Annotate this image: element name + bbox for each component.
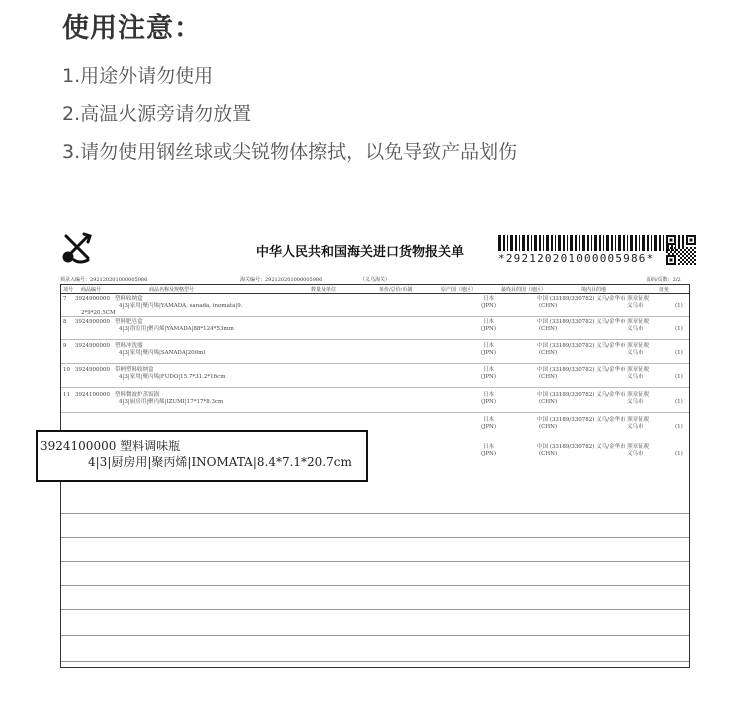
highlighted-item-spec: 4|3|厨房用|聚丙烯|INOMATA|8.4*7.1*20.7cm (88, 455, 352, 469)
qr-module (678, 255, 680, 257)
cell-tax: (1) (675, 326, 683, 332)
cell-no: 9 (63, 343, 67, 349)
column-header: 商品编号 (81, 287, 102, 293)
qr-module (678, 251, 680, 253)
qr-module (694, 255, 696, 257)
qr-module (684, 261, 686, 263)
column-header: 最终目的国（地区） (501, 287, 547, 293)
qr-module (670, 239, 673, 242)
qr-module (688, 249, 690, 251)
qr-module (668, 253, 670, 255)
cell-dest2: 义乌市 (627, 451, 644, 457)
cell-name: 塑料冲洗器 (115, 343, 143, 349)
barcode-bar (594, 235, 597, 251)
qr-module (682, 255, 684, 257)
qr-module (692, 253, 694, 255)
cell-dest2: 义乌市 (627, 350, 644, 356)
barcode-bar (567, 235, 568, 251)
cell-dest2: 义乌市 (627, 303, 644, 309)
barcode-bar (498, 235, 501, 251)
customs-emblem-icon (60, 230, 96, 266)
cell-dest-code: (CHN) (539, 326, 558, 332)
qr-module (678, 235, 680, 237)
qr-module (682, 245, 684, 247)
qr-module (666, 247, 668, 249)
column-header: 原产国（地区） (441, 287, 477, 293)
cell-code: 3924900000 (75, 343, 110, 349)
cell-dest: 中国 (33189/330782) 义乌/金华市 照章征税 (537, 392, 650, 398)
cell-dest: 中国 (33189/330782) 义乌/金华市 照章征税 (537, 296, 650, 302)
qr-module (678, 237, 680, 239)
barcode-bar (659, 235, 661, 251)
cell-dest-code: (CHN) (539, 424, 558, 430)
cell-dest-code: (CHN) (539, 374, 558, 380)
qr-module (678, 259, 680, 261)
barcode-bar (623, 235, 625, 251)
qr-module (682, 239, 684, 241)
qr-module (680, 249, 682, 251)
highlighted-item-box (36, 430, 368, 482)
cell-origin: 日本 (483, 296, 495, 302)
cell-origin-code: (JPN) (481, 451, 497, 457)
cell-dest2: 义乌市 (627, 326, 644, 332)
qr-module (682, 263, 684, 265)
cell-dest-code: (CHN) (539, 451, 558, 457)
cell-tax: (1) (675, 303, 683, 309)
page-indicator: 页码/页数：2/2 (646, 277, 681, 283)
barcode-bar (575, 235, 577, 251)
barcode-bar (519, 235, 520, 251)
qr-module (686, 247, 688, 249)
notice-title: 使用注意： (62, 13, 202, 44)
customs-number: 海关编号：292120201000005986 (240, 277, 323, 283)
customs-office: （义乌海关） (360, 277, 391, 283)
qr-module (670, 251, 672, 253)
empty-row-rule (61, 609, 689, 610)
cell-origin-code: (JPN) (481, 326, 497, 332)
qr-module (674, 251, 676, 253)
qr-module (682, 247, 684, 249)
cell-origin-code: (JPN) (481, 424, 497, 430)
qr-module (688, 261, 690, 263)
barcode-bar (630, 235, 633, 251)
column-header: 单价/总价/币制 (379, 287, 413, 293)
barcode-bar (611, 235, 613, 251)
cell-origin-code: (JPN) (481, 350, 497, 356)
barcode-number: *292120201000005986* (498, 252, 655, 265)
qr-module (682, 251, 684, 253)
cell-dest: 中国 (33189/330782) 义乌/金华市 照章征税 (537, 319, 650, 325)
qr-module (672, 253, 674, 255)
cell-dest: 中国 (33189/330782) 义乌/金华市 照章征税 (537, 343, 650, 349)
qr-module (694, 259, 696, 261)
qr-module (690, 239, 693, 242)
highlighted-item-code-name: 3924100000 塑料调味瓶 (40, 439, 181, 453)
qr-module (692, 261, 694, 263)
cell-spec: 4|3|家用|聚丙烯|SANADA|200ml (119, 350, 206, 356)
cell-origin: 日本 (483, 392, 495, 398)
qr-module (682, 237, 684, 239)
row-divider (61, 363, 689, 364)
cell-spec: 4|3|浴室用|聚丙烯|YAMADA|88*124*53mm (119, 326, 234, 332)
column-header: 商品名称及规格型号 (149, 287, 195, 293)
barcode-bar (606, 235, 609, 251)
row-divider (61, 412, 689, 413)
qr-module (678, 239, 680, 241)
barcode-bar (563, 235, 565, 251)
barcode-bar (531, 235, 532, 251)
barcode-bar (555, 235, 556, 251)
cell-tax: (1) (675, 399, 683, 405)
qr-module (670, 259, 673, 262)
qr-module (680, 261, 682, 263)
barcode-bar (522, 235, 525, 251)
barcode-bar (591, 235, 592, 251)
barcode-bar (534, 235, 537, 251)
table-row (61, 390, 689, 412)
barcode-bar (510, 235, 513, 251)
barcode-bar (527, 235, 529, 251)
cell-no: 7 (63, 296, 67, 302)
empty-row-rule (61, 561, 689, 562)
notice-item: 2.高温火源旁请勿放置 (62, 103, 252, 125)
qr-module (676, 253, 678, 255)
cell-origin-code: (JPN) (481, 399, 497, 405)
qr-module (680, 257, 682, 259)
barcode-bar (654, 235, 657, 251)
cell-code: 3924900000 (75, 367, 110, 373)
barcode-bar (627, 235, 628, 251)
qr-module (690, 255, 692, 257)
table-row (61, 341, 689, 363)
cell-spec: 4|3|家用|聚丙烯|YAMADA, sanada, inomata|9. (119, 303, 243, 309)
cell-tax: (1) (675, 424, 683, 430)
column-header: 数量及单位 (311, 287, 337, 293)
table-row (61, 365, 689, 387)
barcode-bar (603, 235, 604, 251)
row-divider (61, 339, 689, 340)
cell-origin-code: (JPN) (481, 303, 497, 309)
cell-origin-code: (JPN) (481, 374, 497, 380)
barcode-bar (663, 235, 664, 251)
cell-spec: 4|3|厨房用|聚丙烯|IZUMI|17*17*8.3cm (119, 399, 224, 405)
qr-module (690, 247, 692, 249)
qr-module (692, 249, 694, 251)
empty-row-rule (61, 585, 689, 586)
cell-no: 10 (63, 367, 70, 373)
qr-module (690, 251, 692, 253)
qr-module (686, 251, 688, 253)
qr-module (678, 263, 680, 265)
barcode-bar (546, 235, 549, 251)
qr-module (678, 243, 680, 245)
notice-item: 1.用途外请勿使用 (62, 65, 214, 87)
cell-code: 3924900000 (75, 296, 110, 302)
barcode-bar (635, 235, 637, 251)
barcode-bar (647, 235, 649, 251)
qr-module (694, 247, 696, 249)
cell-name: 塑料肥皂盒 (115, 319, 143, 325)
barcode-bar (639, 235, 640, 251)
qr-module (670, 247, 672, 249)
qr-module (686, 255, 688, 257)
barcode-bar (515, 235, 517, 251)
cell-code: 3924100000 (75, 392, 110, 398)
qr-module (666, 251, 668, 253)
notice-item: 3.请勿使用钢丝球或尖锐物体擦拭，以免导致产品划伤 (62, 141, 518, 163)
cell-dest-code: (CHN) (539, 350, 558, 356)
cell-dest: 中国 (33189/330782) 义乌/金华市 照章征税 (537, 367, 650, 373)
qr-module (684, 257, 686, 259)
qr-module (674, 247, 676, 249)
barcode-bar (579, 235, 580, 251)
empty-row-rule (61, 537, 689, 538)
cell-origin: 日本 (483, 417, 495, 423)
qr-module (688, 257, 690, 259)
empty-row-rule (61, 661, 689, 662)
barcode-bar (539, 235, 541, 251)
cell-code: 3924900000 (75, 319, 110, 325)
row-divider (61, 387, 689, 388)
cell-origin: 日本 (483, 444, 495, 450)
qr-module (694, 263, 696, 265)
barcode-bar (642, 235, 645, 251)
cell-origin: 日本 (483, 343, 495, 349)
pre-entry-number: 预录入编号：292120201000005986 (60, 277, 148, 283)
barcode-bar (507, 235, 508, 251)
cell-dest2: 义乌市 (627, 399, 644, 405)
qr-module (680, 253, 682, 255)
qr-module (678, 241, 680, 243)
qr-module (682, 259, 684, 261)
empty-row-rule (61, 635, 689, 636)
cell-tax: (1) (675, 374, 683, 380)
qr-module (690, 259, 692, 261)
qr-module (682, 235, 684, 237)
cell-no: 11 (63, 392, 70, 398)
empty-row-rule (61, 513, 689, 514)
barcode-bar (558, 235, 561, 251)
qr-module (668, 249, 670, 251)
qr-module (682, 241, 684, 243)
qr-module (676, 249, 678, 251)
cell-tax: (1) (675, 350, 683, 356)
qr-module (684, 249, 686, 251)
cell-dest-code: (CHN) (539, 399, 558, 405)
cell-name: 塑料微波炉蒸饭锅 (115, 392, 160, 398)
barcode-bar (618, 235, 621, 251)
column-header: 境内目的地 (581, 287, 607, 293)
cell-dest-code: (CHN) (539, 303, 558, 309)
cell-dest: 中国 (33189/330782) 义乌/金华市 照章征税 (537, 417, 650, 423)
cell-dest: 中国 (33189/330782) 义乌/金华市 照章征税 (537, 444, 650, 450)
cell-spec2: 2*9*20.5CM (81, 310, 116, 316)
qr-module (682, 243, 684, 245)
barcode-bar (651, 235, 652, 251)
qr-module (686, 259, 688, 261)
qr-module (688, 253, 690, 255)
barcode-bar (599, 235, 601, 251)
qr-module (672, 249, 674, 251)
barcode-bar (570, 235, 573, 251)
qr-module (692, 257, 694, 259)
barcode-graphic (498, 235, 678, 251)
cell-name: 塑料收纳盒 (115, 296, 143, 302)
barcode-bar (615, 235, 616, 251)
barcode-bar (551, 235, 553, 251)
qr-module (686, 263, 688, 265)
barcode-bar (582, 235, 585, 251)
cell-origin: 日本 (483, 319, 495, 325)
qr-module (684, 253, 686, 255)
column-header: 项号 (63, 287, 74, 293)
column-header: 征免 (659, 287, 670, 293)
qr-module (694, 251, 696, 253)
barcode-bar (543, 235, 544, 251)
table-row (61, 294, 689, 316)
qr-module (678, 245, 680, 247)
cell-dest2: 义乌市 (627, 374, 644, 380)
cell-dest2: 义乌市 (627, 424, 644, 430)
notice-list (62, 62, 517, 176)
barcode-bar (587, 235, 589, 251)
cell-spec: 4|3|家用|聚丙烯|FUDO|15.7*31.2*16cm (119, 374, 226, 380)
qr-module (678, 247, 680, 249)
table-row (61, 317, 689, 339)
cell-no: 8 (63, 319, 67, 325)
cell-origin: 日本 (483, 367, 495, 373)
cell-name: 带柄塑料收纳盒 (115, 367, 154, 373)
qr-module (690, 263, 692, 265)
cell-tax: (1) (675, 451, 683, 457)
qr-code-icon (666, 235, 696, 265)
document-title: 中华人民共和国海关进口货物报关单 (256, 245, 465, 260)
barcode-bar (503, 235, 505, 251)
